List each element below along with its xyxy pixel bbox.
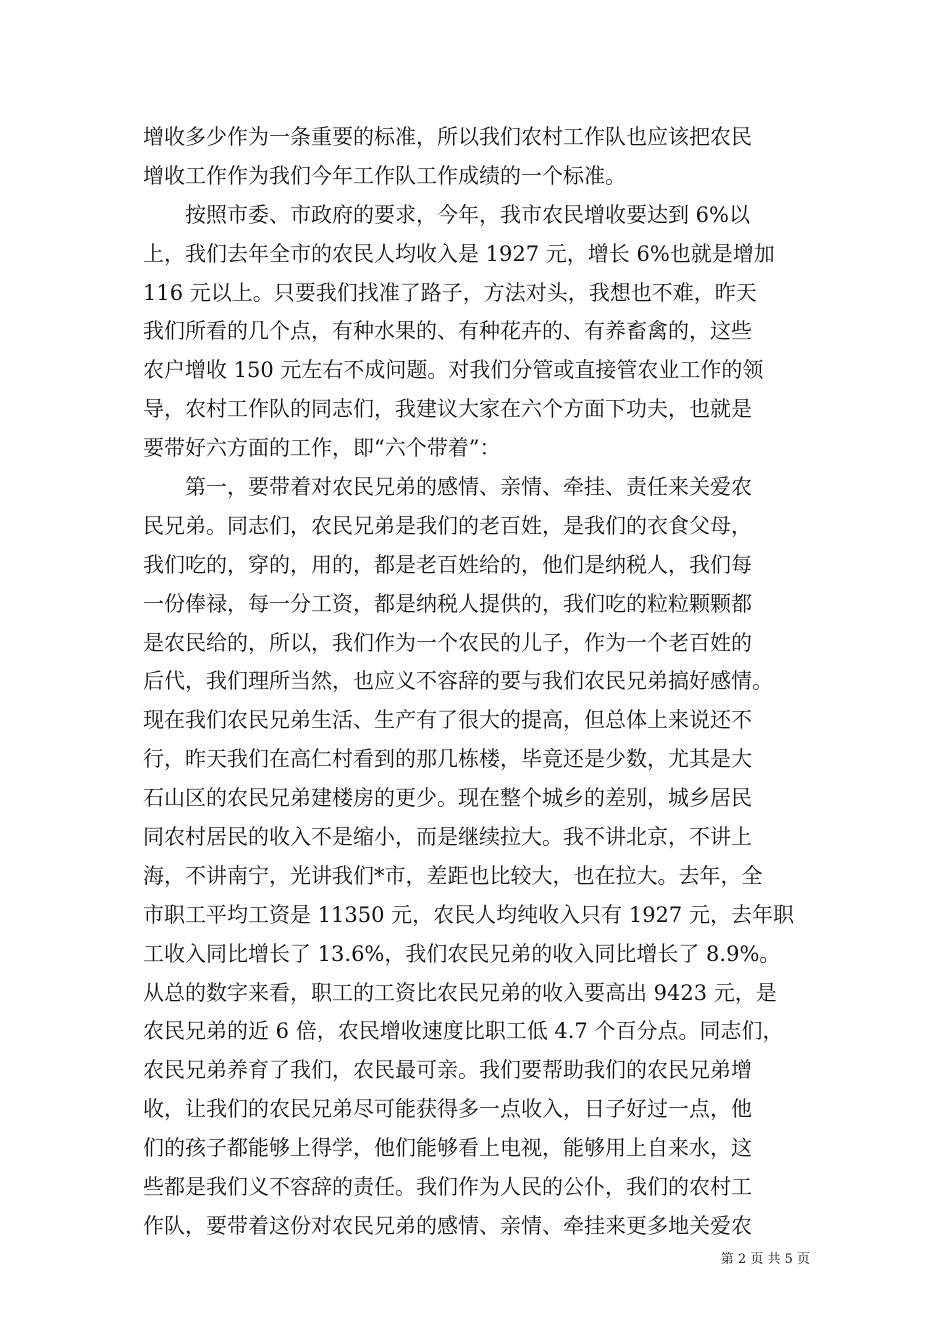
text-line: 们的孩子都能够上得学，他们能够看上电视，能够用上自来水，这 [143, 1136, 752, 1161]
text-line: 按照市委、市政府的要求，今年，我市农民增收要达到 6%以 [143, 202, 750, 227]
text-line: 石山区的农民兄弟建楼房的更少。现在整个城乡的差别，城乡居民 [143, 786, 752, 811]
text-line: 导，农村工作队的同志们，我建议大家在六个方面下功夫，也就是 [143, 397, 752, 422]
text-line: 是农民给的，所以，我们作为一个农民的儿子，作为一个老百姓的 [143, 630, 752, 655]
text-line: 一份俸禄，每一分工资，都是纳税人提供的，我们吃的粒粒颗颗都 [143, 591, 752, 616]
text-line: 市职工平均工资是 11350 元，农民人均纯收入只有 1927 元，去年职 [143, 902, 794, 927]
text-line: 收，让我们的农民兄弟尽可能获得多一点收入，日子好过一点，他 [143, 1097, 752, 1122]
text-line: 要带好六方面的工作，即“六个带着”： [143, 436, 501, 461]
text-line: 同农村居民的收入不是缩小，而是继续拉大。我不讲北京，不讲上 [143, 825, 752, 850]
text-line: 农户增收 150 元左右不成问题。对我们分管或直接管农业工作的领 [143, 358, 764, 383]
text-line: 我们所看的几个点，有种水果的、有种花卉的、有养畜禽的，这些 [143, 319, 752, 344]
text-line: 工收入同比增长了 13.6%，我们农民兄弟的收入同比增长了 8.9%。 [143, 941, 781, 966]
text-line: 些都是我们义不容辞的责任。我们作为人民的公仆，我们的农村工 [143, 1175, 752, 1200]
text-line: 增收多少作为一条重要的标准，所以我们农村工作队也应该把农民 [143, 125, 752, 149]
text-line: 作队，要带着这份对农民兄弟的感情、亲情、牵挂来更多地关爱农 [143, 1213, 752, 1238]
text-line: 现在我们农民兄弟生活、生产有了很大的提高，但总体上来说还不 [143, 708, 752, 733]
page-number: 第 2 页 共 5 页 [720, 1252, 810, 1267]
body-text [143, 118, 811, 1246]
text-line: 后代，我们理所当然，也应义不容辞的要与我们农民兄弟搞好感情。 [143, 669, 773, 694]
text-line: 116 元以上。只要我们找准了路子，方法对头，我想也不难，昨天 [143, 280, 757, 305]
text-line: 海，不讲南宁，光讲我们*市，差距也比较大，也在拉大。去年，全 [143, 863, 763, 888]
text-line: 增收工作作为我们今年工作队工作成绩的一个标准。 [143, 163, 626, 188]
text-line: 民兄弟。同志们，农民兄弟是我们的老百姓，是我们的衣食父母， [143, 513, 752, 538]
text-line: 农民兄弟养育了我们，农民最可亲。我们要帮助我们的农民兄弟增 [143, 1058, 752, 1083]
text-line: 第一，要带着对农民兄弟的感情、亲情、牵挂、责任来关爱农 [143, 475, 752, 500]
text-line: 行，昨天我们在高仁村看到的那几栋楼，毕竟还是少数，尤其是大 [143, 747, 752, 772]
text-line: 农民兄弟的近 6 倍，农民增收速度比职工低 4.7 个百分点。同志们， [143, 1019, 784, 1044]
text-line: 我们吃的，穿的，用的，都是老百姓给的，他们是纳税人，我们每 [143, 552, 752, 577]
text-line: 从总的数字来看，职工的工资比农民兄弟的收入要高出 9423 元，是 [143, 980, 777, 1005]
text-line: 上，我们去年全市的农民人均收入是 1927 元，增长 6%也就是增加 [143, 241, 775, 266]
